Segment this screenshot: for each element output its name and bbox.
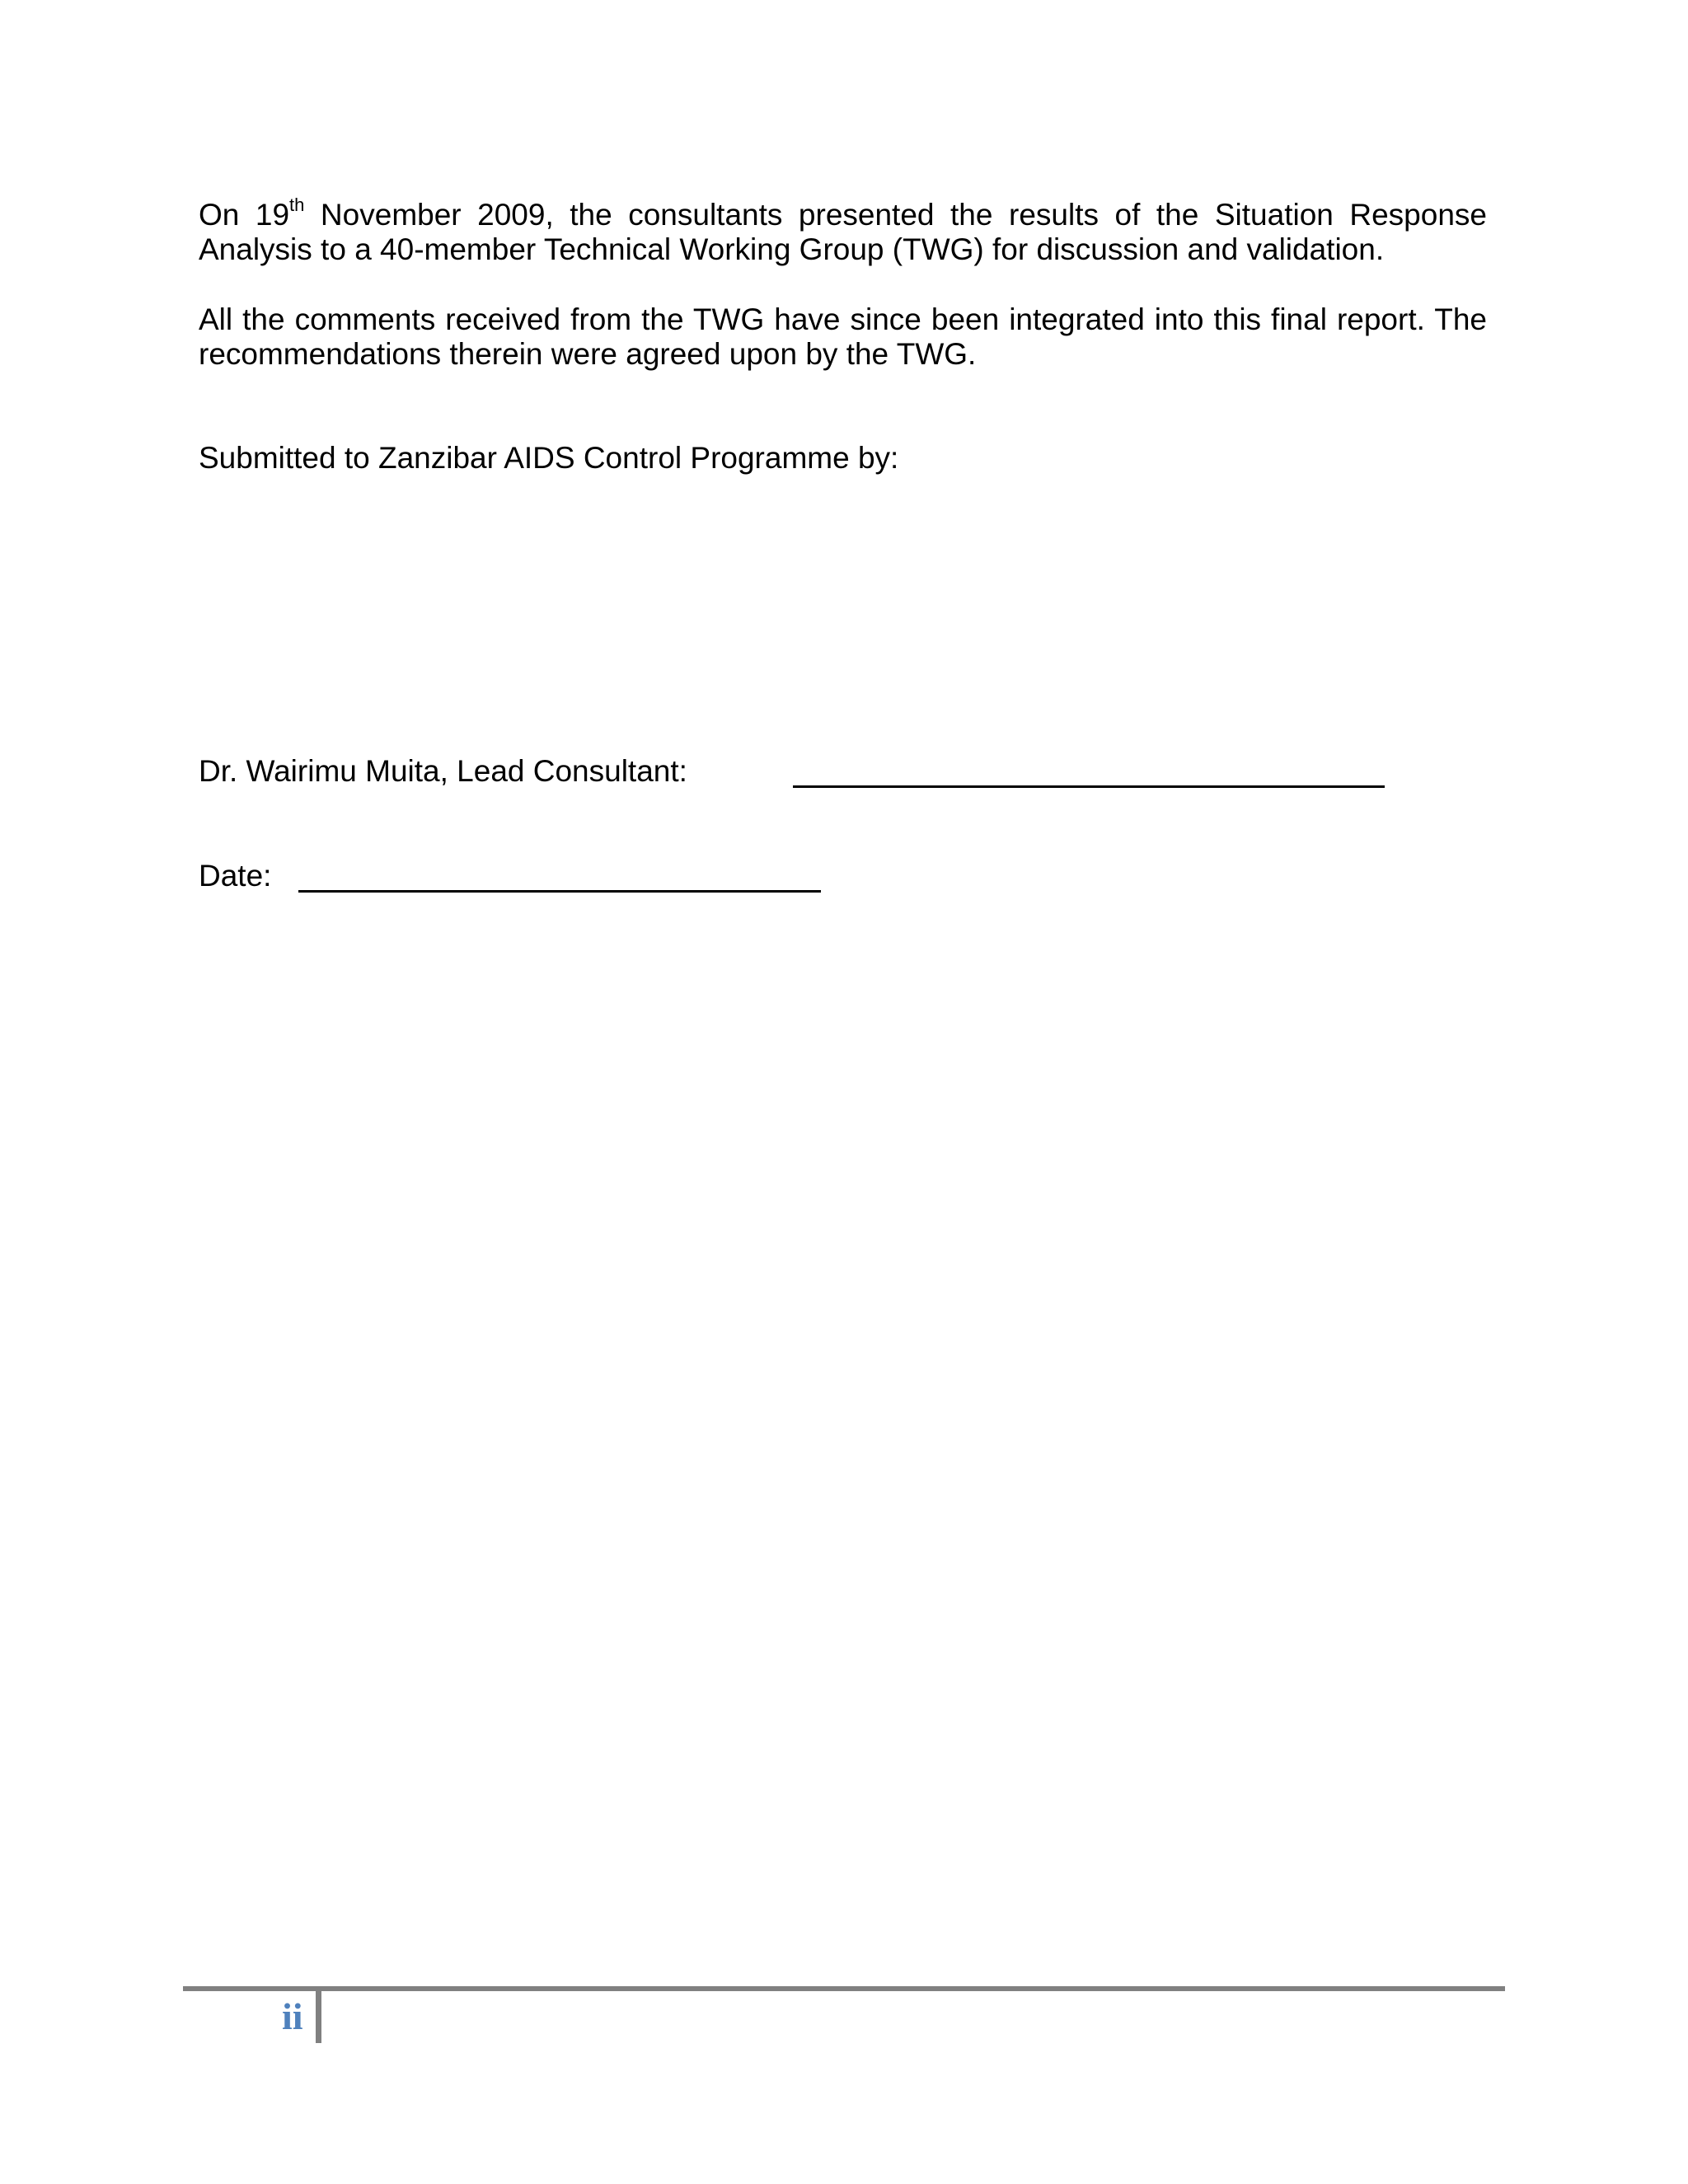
date-label: Date: (199, 859, 272, 893)
date-ordinal-superscript: th (289, 194, 305, 215)
submitted-to-line: Submitted to Zanzibar AIDS Control Programme by: (199, 441, 899, 475)
intro-prefix: On 19 (199, 198, 290, 232)
intro-suffix: November 2009, the consultants presented the results of the Situation Response Analysis to a 40-member Technical Working Group (TWG) for discussion and validation. (199, 198, 1487, 266)
signature-label: Dr. Wairimu Muita, Lead Consultant: (199, 754, 687, 788)
intro-paragraph (199, 194, 1487, 267)
date-blank-line (298, 890, 821, 893)
comments-paragraph: All the comments received from the TWG have since been integrated into this final report. The recommendations therein were agreed upon by the TWG. (199, 302, 1487, 371)
signature-blank-line (793, 785, 1385, 788)
page-number: ii (282, 1995, 303, 2037)
footer-divider (316, 1989, 321, 2043)
footer-rule (183, 1986, 1505, 1991)
